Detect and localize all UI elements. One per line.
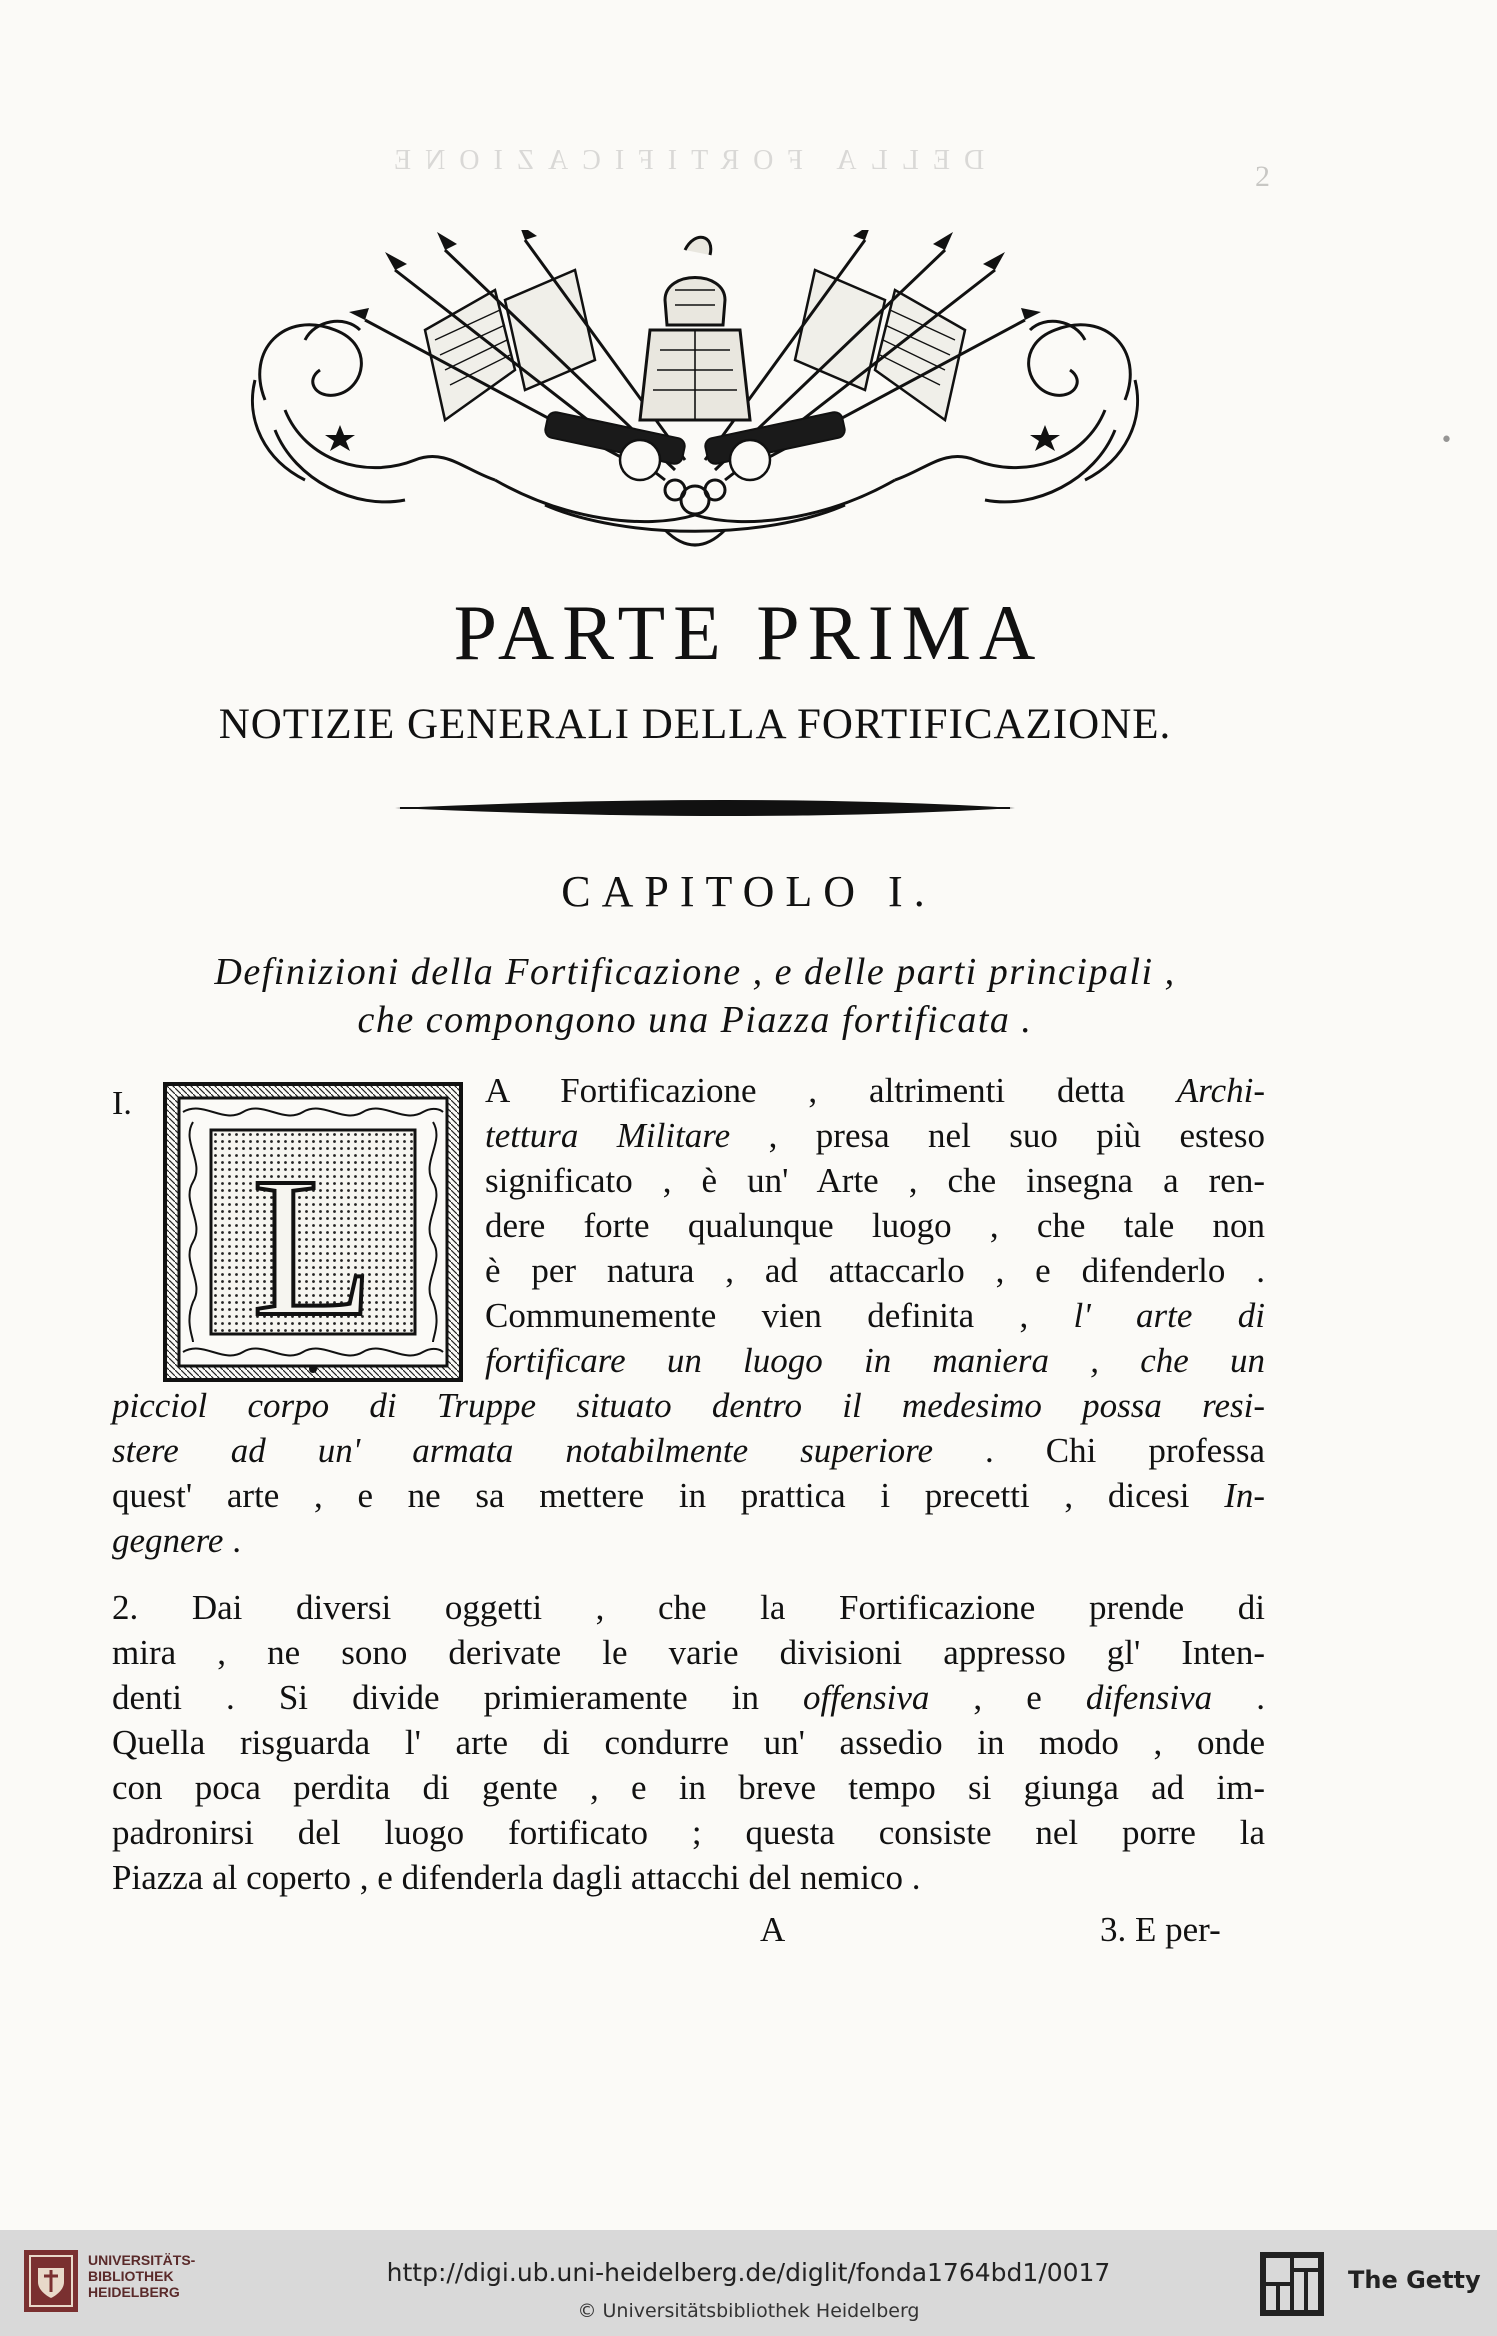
chapter-title: CAPITOLO I. (561, 867, 936, 916)
text-line: gegnere . (112, 1521, 241, 1560)
text-line: Communemente vien definita , l' arte di (485, 1296, 1265, 1335)
show-through-running-head: DELLA FORTIFICAZIONE (380, 145, 985, 176)
viewer-footer (0, 2230, 1497, 2336)
paragraph-2-text (112, 1585, 1265, 1900)
trophy-ornament-illustration (245, 230, 1145, 550)
text-line: significato , è un' Arte , che insegna a ren- (485, 1161, 1265, 1200)
permalink-url[interactable]: http://digi.ub.uni-heidelberg.de/diglit/fonda1764bd1/0017 (386, 2258, 1111, 2287)
paragraph-1-text-beside-initial (485, 1068, 1265, 1383)
library-name-line: BIBLIOTHEK (88, 2268, 174, 2284)
text-line: 2. Dai diversi oggetti , che la Fortificazione prende di (112, 1588, 1265, 1627)
chapter-subtitle-line-2: che compongono una Piazza fortificata . (357, 999, 1033, 1041)
text-line: quest' arte , e ne sa mettere in prattica i precetti , dicesi In- (112, 1476, 1265, 1515)
text-line: tettura Militare , presa nel suo più esteso (485, 1116, 1265, 1155)
text-line: mira , ne sono derivate le varie divisioni appresso gl' Inten- (112, 1633, 1265, 1672)
copyright-notice: © Universitätsbibliothek Heidelberg (577, 2300, 920, 2322)
ornamental-rule (0, 788, 1497, 828)
signature-mark: A (760, 1910, 786, 1949)
part-subtitle: NOTIZIE GENERALI DELLA FORTIFICAZIONE. (218, 701, 1172, 748)
text-line: padronirsi del luogo fortificato ; questa consiste nel porre la (112, 1813, 1265, 1852)
text-line: picciol corpo di Truppe situato dentro il medesimo possa resi- (112, 1386, 1265, 1425)
text-line: denti . Si divide primieramente in offensiva , e difensiva . (112, 1678, 1265, 1717)
text-line: Piazza al coperto , e difenderla dagli attacchi del nemico . (112, 1858, 921, 1897)
text-line: fortificare un luogo in maniera , che un (485, 1341, 1265, 1380)
paragraph-1-text-full-width (112, 1383, 1265, 1563)
text-line: è per natura , ad attaccarlo , e difenderlo . (485, 1251, 1265, 1290)
paper-speck: • (1440, 428, 1453, 453)
paragraph-number: I. (112, 1085, 132, 1122)
text-line: con poca perdita di gente , e in breve tempo si giunga ad im- (112, 1768, 1265, 1807)
getty-logo-icon (1260, 2252, 1324, 2316)
dropcap-initial (163, 1082, 463, 1382)
text-line: Quella risguarda l' arte di condurre un' assedio in modo , onde (112, 1723, 1265, 1762)
dropcap-letter: L (251, 1137, 375, 1358)
text-line: A Fortificazione , altrimenti detta Archi- (485, 1071, 1265, 1110)
text-line: dere forte qualunque luogo , che tale non (485, 1206, 1265, 1245)
partner-name: The Getty (1348, 2266, 1481, 2294)
library-name-line: UNIVERSITÄTS- (88, 2252, 196, 2268)
chapter-subtitle-line-1: Definizioni della Fortificazione , e delle parti principali , (214, 951, 1176, 993)
library-name-line: HEIDELBERG (88, 2284, 180, 2300)
catchword: 3. E per- (1100, 1910, 1221, 1949)
text-line: stere ad un' armata notabilmente superiore . Chi professa (112, 1431, 1265, 1470)
show-through-page-number: 2 (1255, 160, 1270, 193)
part-title: PARTE PRIMA (453, 589, 1044, 676)
